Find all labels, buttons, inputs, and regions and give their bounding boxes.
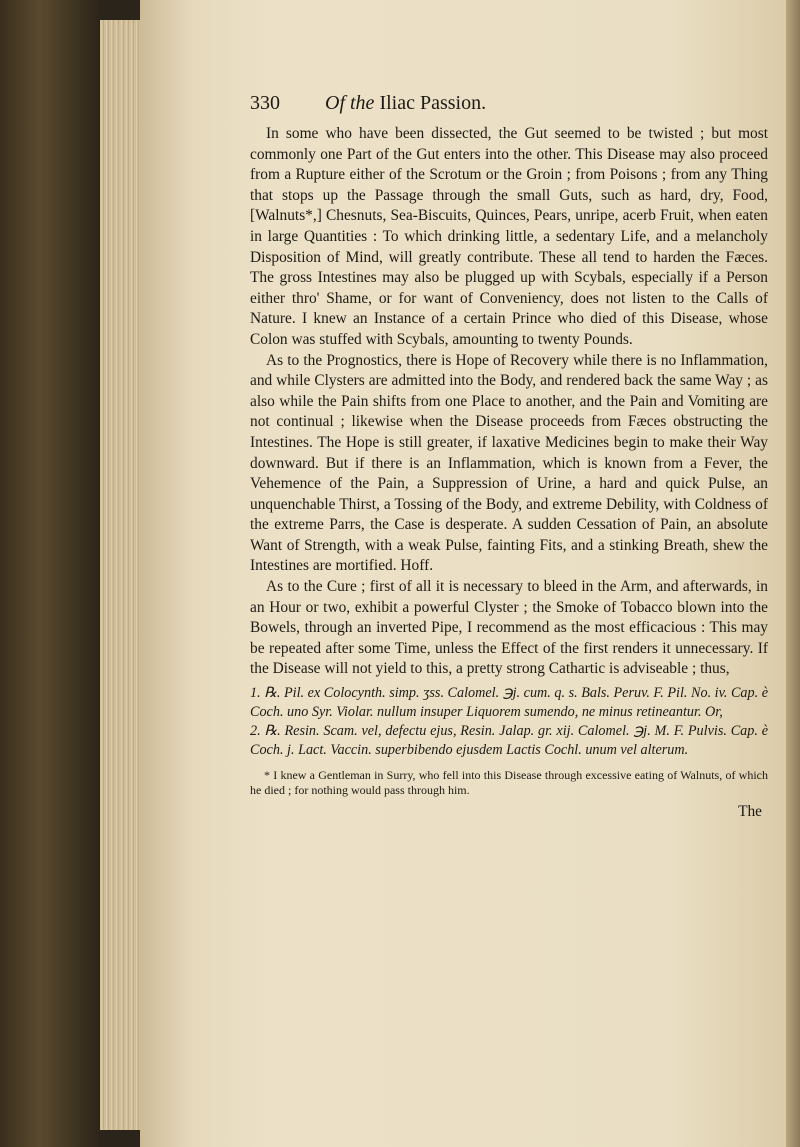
recipe-item: 2. ℞. Resin. Scam. vel, defectu ejus, Resin. Jalap. gr. xij. Calomel. ℈j. M. F. Pulvis. Cap. è Coch. j. Lact. Vaccin. superbibendo ejusdem Lactis Cochl. unum vel alterum.: [250, 723, 768, 759]
page-body: [250, 124, 768, 823]
running-title-rest: Iliac Passion.: [374, 92, 487, 114]
running-title-prefix: Of the: [325, 92, 375, 114]
recipe-item: 1. ℞. Pil. ex Colocynth. simp. ʒss. Calomel. ℈j. cum. q. s. Bals. Peruv. F. Pil. No. iv. Cap. è Coch. uno Syr. Violar. nullum insuper Liquorem sumendo, ne minus retineantur. Or,: [250, 685, 768, 721]
running-title: [325, 92, 486, 115]
book-cover-edge: [0, 0, 100, 1147]
paragraph-cure: As to the Cure ; first of all it is necessary to bleed in the Arm, and afterwards, in an Hour or two, exhibit a powerful Clyster ; the Smoke of Tobacco blown into the Bowels, through an inverted Pipe, I recommend as the most efficacious : This may be repeated after some Time, unless the Effect of the first renders it unnecessary. If the Disease will not yield to this, a pretty strong Cathartic is adviseable ; thus,: [250, 578, 768, 678]
paragraph-causes: In some who have been dissected, the Gut seemed to be twisted ; but most commonly one Part of the Gut enters into the other. This Disease may also proceed from a Rupture either of the Scrotum or the Groin ; from Poisons ; from any Thing that stops up the Passage through the small Guts, such as hard, dry, Food, [Walnuts*,] Chesnuts, Sea-Biscuits, Quinces, Pears, unripe, acerb Fruit, when eaten in large Quantities : To which drinking little, a sedentary Life, and a melancholy Disposition of Mind, will greatly contribute. These all tend to harden the Fæces. The gross Intestines may also be plugged up with Scybals, especially if a Person either thro' Shame, or for want of Conveniency, does not listen to the Calls of Nature. I knew an Instance of a certain Prince who died of this Disease, whose Colon was stuffed with Scybals, amounting to twenty Pounds.: [250, 125, 768, 348]
catchword: The: [738, 803, 762, 821]
recipe-list: [250, 684, 768, 760]
page-header: [250, 92, 770, 118]
page-right-edge: [786, 0, 800, 1147]
footnote: * I knew a Gentleman in Surry, who fell into this Disease through excessive eating of Walnuts, of which he died ; for nothing would pass through him.: [250, 768, 768, 798]
paragraph-prognostics: As to the Prognostics, there is Hope of Recovery while there is no Inflammation, and while Clysters are admitted into the Body, and rendered back the same Way ; as also while the Pain shifts from one Place to another, and the Pain and Vomiting are not continual ; likewise when the Disease proceeds from Fæces obstructing the Intestines. The Hope is still greater, if laxative Medicines begin to make their Way downward. But if there is an Inflammation, which is known from a Fever, the Vehemence of the Pain, a Suppression of Urine, a hard and quick Pulse, an unquenchable Thirst, a Tossing of the Body, and extreme Debility, with Coldness of the extreme Parrs, the Case is desperate. A sudden Cessation of Pain, an absolute Want of Strength, with a weak Pulse, fainting Fits, and a stinking Breath, shew the Intestines are mortified. Hoff.: [250, 351, 768, 575]
page-number: 330: [250, 92, 280, 114]
